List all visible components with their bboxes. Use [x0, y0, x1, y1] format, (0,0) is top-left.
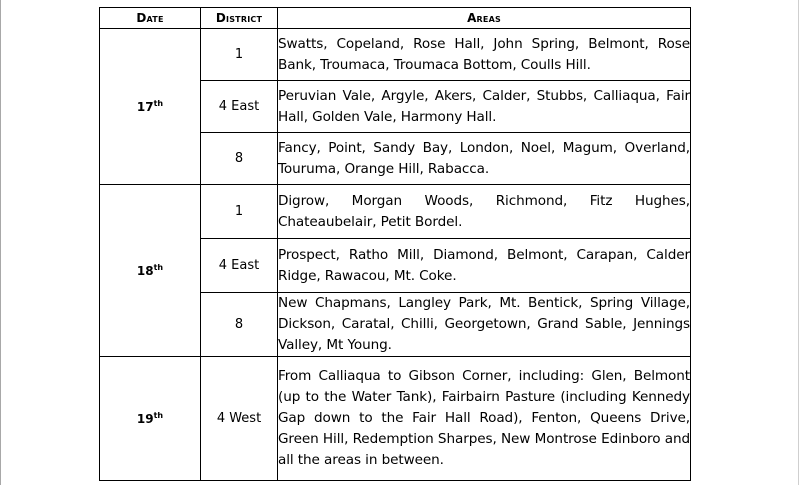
areas-cell	[278, 239, 691, 293]
areas-cell	[278, 29, 691, 81]
date-cell-18th	[100, 185, 201, 357]
date-suffix: th	[153, 98, 164, 108]
date-column-header: Date	[100, 8, 201, 29]
date-day: 18	[136, 263, 154, 278]
page-left-edge	[0, 0, 1, 485]
header-row	[100, 8, 691, 29]
areas-column-header: Areas	[278, 8, 691, 29]
district-cell: 8	[201, 133, 278, 185]
district-cell: 1	[201, 185, 278, 239]
areas-text: From Calliaqua to Gibson Corner, including: Glen, Belmont (up to the Water Tank), Fairbairn Pasture (including Kennedy Gap down to the Fair Hall Road), Fenton, Queens Drive, Green Hill, Redemption Sharpes, New Montrose Edinboro and all the areas in between.	[278, 368, 690, 468]
areas-cell	[278, 185, 691, 239]
areas-cell	[278, 133, 691, 185]
table-row	[100, 29, 691, 81]
areas-cell	[278, 293, 691, 357]
date-suffix: th	[153, 410, 164, 420]
district-cell: 1	[201, 29, 278, 81]
areas-text: Fancy, Point, Sandy Bay, London, Noel, Magum, Overland, Touruma, Orange Hill, Rabacca.	[278, 139, 690, 177]
schedule-table	[99, 7, 691, 481]
areas-text: Swatts, Copeland, Rose Hall, John Spring, Belmont, Rose Bank, Troumaca, Troumaca Bottom, Coulls Hill.	[278, 35, 690, 73]
date-cell-17th	[100, 29, 201, 185]
areas-text: Peruvian Vale, Argyle, Akers, Calder, Stubbs, Calliaqua, Fair Hall, Golden Vale, Harmony Hall.	[278, 87, 690, 125]
areas-cell	[278, 357, 691, 481]
district-cell: 4 East	[201, 81, 278, 133]
areas-text: New Chapmans, Langley Park, Mt. Bentick, Spring Village, Dickson, Caratal, Chilli, Georgetown, Grand Sable, Jennings Valley, Mt Young.	[278, 295, 690, 353]
table-row	[100, 357, 691, 481]
date-suffix: th	[153, 262, 164, 272]
areas-cell	[278, 81, 691, 133]
district-cell: 4 West	[201, 357, 278, 481]
date-day: 19	[136, 411, 154, 426]
page-right-edge	[798, 0, 799, 485]
areas-text: Digrow, Morgan Woods, Richmond, Fitz Hughes, Chateaubelair, Petit Bordel.	[278, 192, 690, 230]
date-cell-19th	[100, 357, 201, 481]
district-column-header: District	[201, 8, 278, 29]
district-cell: 4 East	[201, 239, 278, 293]
date-day: 17	[136, 99, 154, 114]
table-row	[100, 185, 691, 239]
areas-text: Prospect, Ratho Mill, Diamond, Belmont, Carapan, Calder Ridge, Rawacou, Mt. Coke.	[278, 246, 690, 284]
district-cell: 8	[201, 293, 278, 357]
